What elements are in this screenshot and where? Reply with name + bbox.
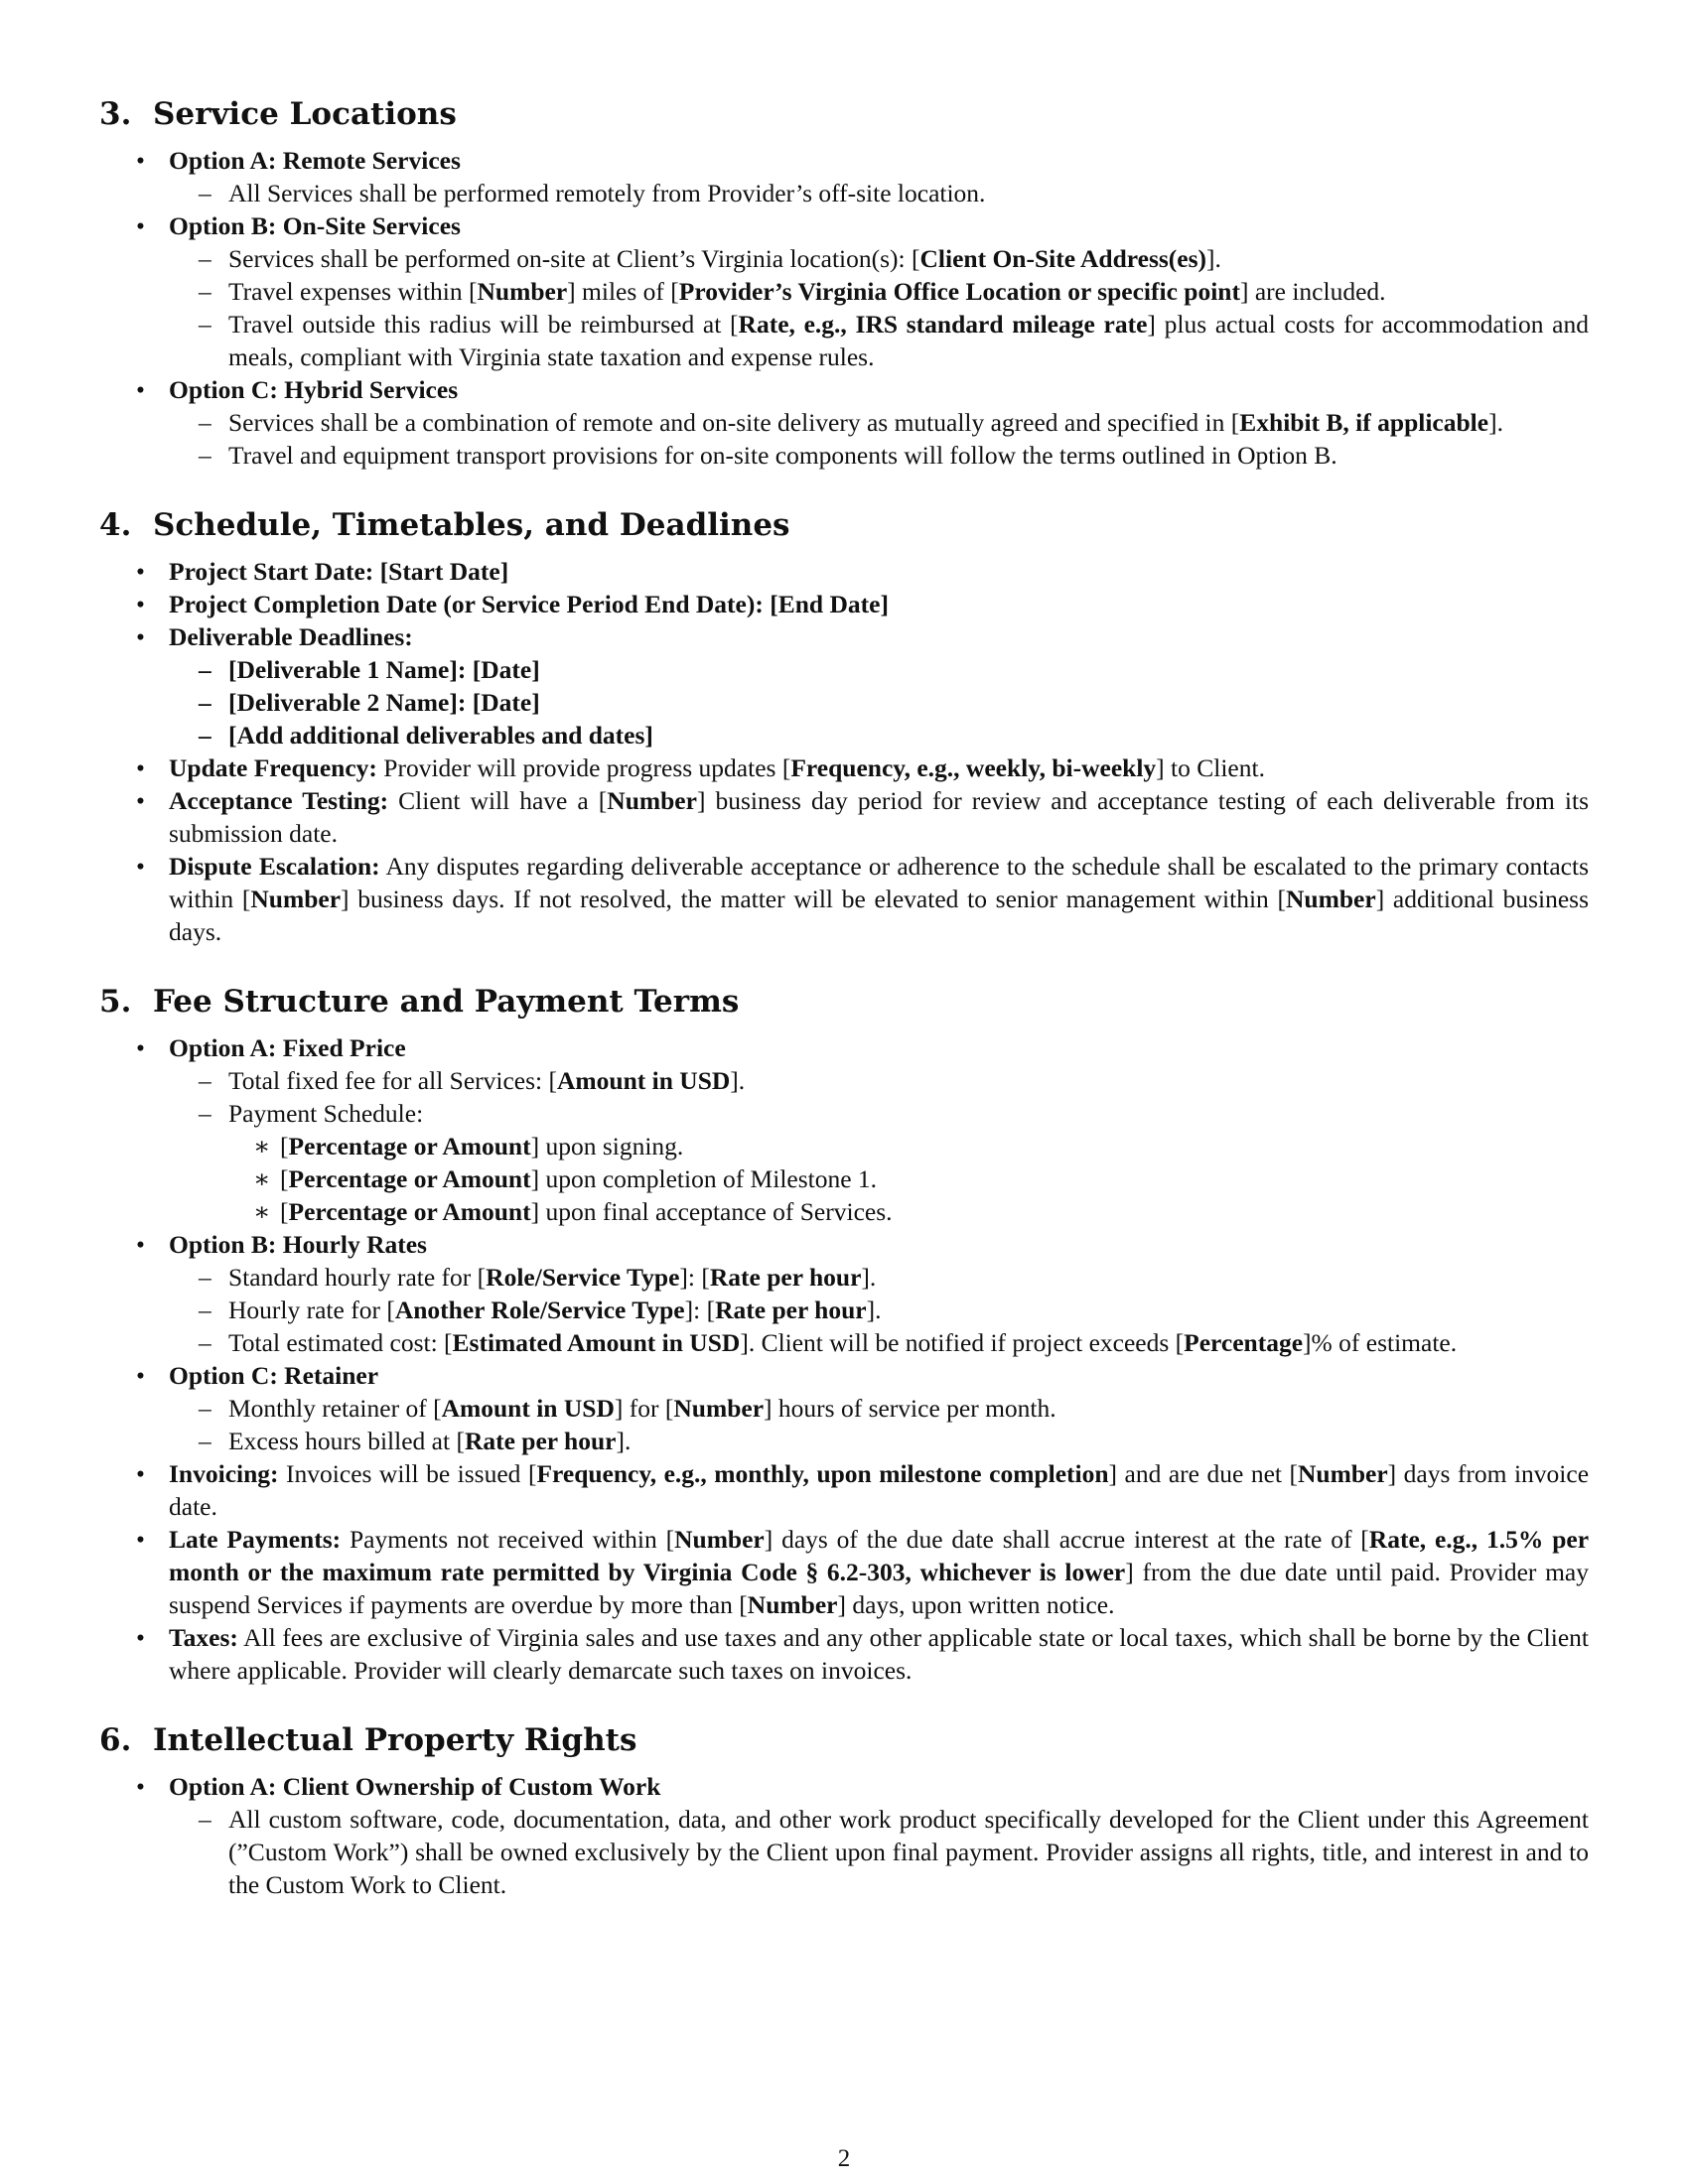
section-heading [99,505,1589,545]
placeholder: Number [674,1525,765,1554]
placeholder: Number [250,885,342,913]
sub-item: – [Deliverable 2 Name]: [Date] [169,686,1589,719]
item-text: Provider will provide progress updates [Frequency, e.g., weekly, bi-weekly] to Client. [383,753,1265,782]
placeholder: Rate, e.g., IRS standard mileage rate [738,310,1148,339]
option-heading: Option C: Hybrid Services [169,375,459,404]
sub-item: – Travel and equipment transport provisions for on-site components will follow the terms outlined in Option B. [169,439,1589,472]
item-label: Deliverable Deadlines: [169,622,413,651]
sub-list [169,1064,1589,1228]
sub-sub-item: ∗ [Percentage or Amount] upon signing. [228,1130,1589,1162]
section-heading [99,1720,1589,1760]
item-text: All fees are exclusive of Virginia sales and use taxes and any other applicable state or local taxes, which shall be borne by the Client where applicable. Provider will clearly demarcate such taxes on invoices. [169,1623,1590,1685]
placeholder: Rate per hour [715,1296,867,1324]
section-title: Fee Structure and Payment Terms [152,984,740,1020]
sub-sub-item: ∗ [Percentage or Amount] upon completion of Milestone 1. [228,1162,1589,1195]
placeholder: Percentage or Amount [288,1132,531,1160]
item-label: Invoicing: [169,1459,279,1488]
sub-item: – Total fixed fee for all Services: [Amount in USD]. [169,1064,1589,1097]
section-title: Service Locations [152,96,457,132]
item-text: Any disputes regarding deliverable acceptance or adherence to the schedule shall be escalated to the primary contacts within [Number] business days. If not resolved, the matter will be elevated to senior management within [Number] additional business days. [169,852,1590,946]
section-fees [99,982,1589,1687]
option-heading: Option B: On-Site Services [169,211,461,240]
item-label: Dispute Escalation: [169,852,380,881]
placeholder: Amount in USD [557,1066,731,1095]
sub-item: – [Deliverable 1 Name]: [Date] [169,653,1589,686]
sub-item: – Services shall be a combination of remote and on-site delivery as mutually agreed and specified in [Exhibit B, if applicable]. [169,406,1589,439]
list-item [99,620,1589,751]
section-schedule [99,505,1589,948]
placeholder: Amount in USD [441,1394,615,1423]
sub-item: – Monthly retainer of [Amount in USD] for [Number] hours of service per month. [169,1392,1589,1425]
placeholder: Deliverable 2 Name [236,688,450,717]
section-number: 3. [99,96,132,132]
item-label: Acceptance Testing: [169,786,389,815]
sub-list [169,177,1589,209]
sub-item: – Standard hourly rate for [Role/Service Type]: [Rate per hour]. [169,1261,1589,1294]
list-item [99,1031,1589,1228]
sub-list [169,1392,1589,1457]
placeholder: Add additional deliverables and dates [236,721,645,750]
sub-list [169,1261,1589,1359]
sub-sub-list [228,1130,1589,1228]
placeholder: Frequency, e.g., weekly, bi-weekly [790,753,1157,782]
ip-list [99,1770,1589,1901]
placeholder: Role/Service Type [486,1263,680,1292]
placeholder: Client On-Site Address(es) [919,244,1207,273]
option-heading: Option A: Fixed Price [169,1033,406,1062]
sub-list [169,242,1589,373]
sub-item: – Hourly rate for [Another Role/Service Type]: [Rate per hour]. [169,1294,1589,1326]
sub-list [169,406,1589,472]
list-item [99,850,1589,948]
placeholder: Another Role/Service Type [394,1296,685,1324]
sub-item: – Total estimated cost: [Estimated Amount in USD]. Client will be notified if project exceeds [Percentage]% of estimate. [169,1326,1589,1359]
placeholder: Percentage or Amount [288,1197,531,1226]
item-text: Invoices will be issued [Frequency, e.g., monthly, upon milestone completion] and are due net [Number] days from invoice date. [169,1459,1590,1521]
section-number: 5. [99,984,132,1020]
sub-item: – All Services shall be performed remotely from Provider’s off-site location. [169,177,1589,209]
list-item [99,555,1589,588]
item-text: Client will have a [Number] business day period for review and acceptance testing of each deliverable from its submission date. [169,786,1589,848]
placeholder: Rate, e.g., 1.5% per month or the maximum rate permitted by Virginia Code § 6.2-303, whichever is lower [169,1525,1590,1586]
list-item [99,1523,1589,1621]
placeholder: Number [607,786,697,815]
placeholder: Number [477,277,568,306]
list-item [99,1457,1589,1523]
section-title: Intellectual Property Rights [152,1722,637,1758]
placeholder: Percentage [1184,1328,1304,1357]
section-service-locations [99,94,1589,472]
section-ip-rights [99,1720,1589,1901]
sub-list [169,653,1589,751]
sub-item-label: Payment Schedule: [228,1099,424,1128]
section-number: 4. [99,507,132,543]
list-item [99,751,1589,784]
item-value: [Start Date] [379,557,509,586]
item-label: Late Payments: [169,1525,342,1554]
placeholder: Rate per hour [709,1263,862,1292]
placeholder: Provider’s Virginia Office Location or specific point [678,277,1240,306]
placeholder: Date [481,688,532,717]
list-item [99,588,1589,620]
item-value: [End Date] [770,590,889,618]
placeholder: Estimated Amount in USD [452,1328,741,1357]
placeholder: Date [481,655,532,684]
fees-list [99,1031,1589,1687]
sub-item: – Excess hours billed at [Rate per hour]. [169,1425,1589,1457]
option-heading: Option A: Client Ownership of Custom Work [169,1772,661,1801]
sub-item [169,1097,1589,1228]
item-text: Payments not received within [Number] days of the due date shall accrue interest at the rate of [Rate, e.g., 1.5% per month or the maximum rate permitted by Virginia Code § 6.2-303, whichever is lower] from the due date until paid. Provider may suspend Services if payments are overdue by more than [Number] days, upon written notice. [169,1525,1590,1619]
placeholder: Number [1297,1459,1388,1488]
section-number: 6. [99,1722,132,1758]
sub-item: – Travel outside this radius will be reimbursed at [Rate, e.g., IRS standard mileage rate] plus actual costs for accommodation and meals, compliant with Virginia state taxation and expense rules. [169,308,1589,373]
placeholder: Exhibit B, if applicable [1239,408,1489,437]
list-item [99,209,1589,373]
list-item [99,144,1589,209]
list-item [99,373,1589,472]
placeholder: Number [747,1590,838,1619]
sub-item: – [Add additional deliverables and dates] [169,719,1589,751]
item-label: Project Start Date: [169,557,374,586]
document-page [99,94,1589,1935]
sub-sub-item: ∗ [Percentage or Amount] upon final acceptance of Services. [228,1195,1589,1228]
section-heading [99,982,1589,1022]
option-heading: Option B: Hourly Rates [169,1230,427,1259]
section-title: Schedule, Timetables, and Deadlines [152,507,790,543]
sub-list [169,1803,1589,1901]
item-label: Update Frequency: [169,753,377,782]
sub-item: – All custom software, code, documentation, data, and other work product specifically developed for the Client under this Agreement (”Custom Work”) shall be owned exclusively by the Client upon final payment. Provider assigns all rights, title, and interest in and to the Custom Work to Client. [169,1803,1589,1901]
page-number: 2 [837,2145,851,2172]
item-label: Taxes: [169,1623,238,1652]
sub-item: – Services shall be performed on-site at Client’s Virginia location(s): [Client On-Site Address(es)]. [169,242,1589,275]
placeholder: Number [1286,885,1376,913]
list-item [99,1228,1589,1359]
schedule-list [99,555,1589,948]
list-item [99,784,1589,850]
item-label: Project Completion Date (or Service Period End Date): [169,590,764,618]
placeholder: Number [673,1394,765,1423]
option-heading: Option C: Retainer [169,1361,379,1390]
placeholder: Deliverable 1 Name [236,655,450,684]
list-item [99,1770,1589,1901]
placeholder: Frequency, e.g., monthly, upon milestone completion [536,1459,1109,1488]
options-list [99,144,1589,472]
list-item [99,1621,1589,1687]
placeholder: Rate per hour [464,1427,617,1455]
placeholder: Percentage or Amount [288,1164,531,1193]
section-heading [99,94,1589,134]
option-heading: Option A: Remote Services [169,146,461,175]
list-item [99,1359,1589,1457]
sub-item: – Travel expenses within [Number] miles of [Provider’s Virginia Office Location or specific point] are included. [169,275,1589,308]
